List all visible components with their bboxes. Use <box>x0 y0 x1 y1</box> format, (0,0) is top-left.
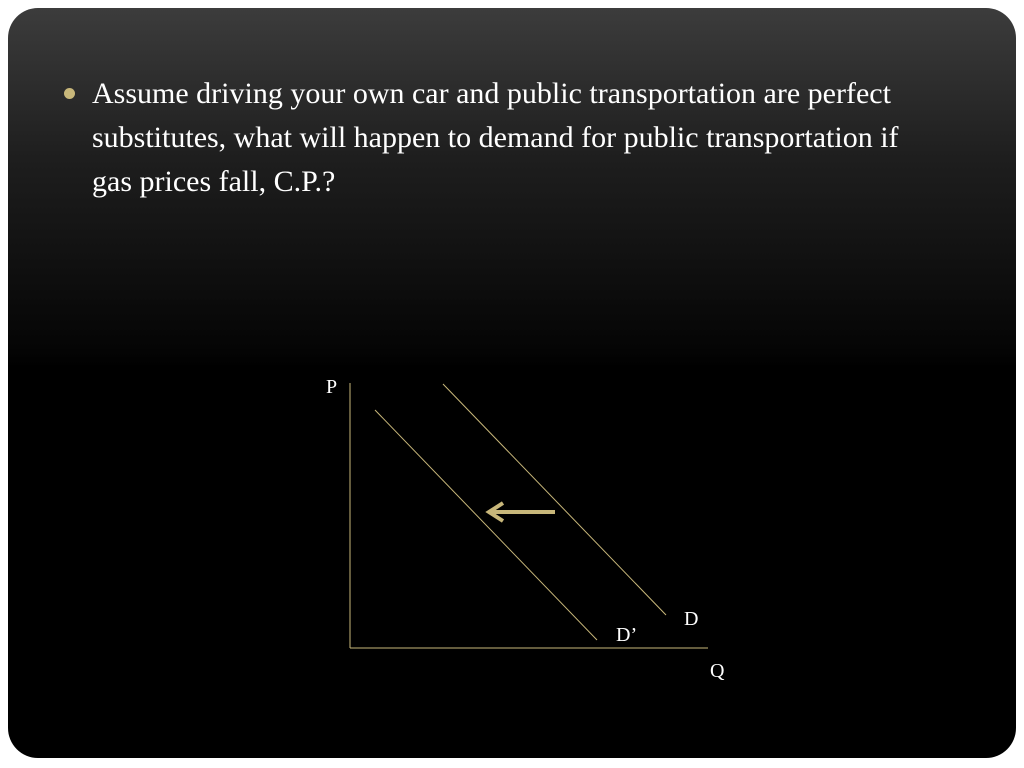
demand-curve-d-prime <box>375 410 597 640</box>
curve-label-d: D <box>684 608 699 630</box>
y-axis-label: P <box>326 376 338 398</box>
curve-label-d-prime: D’ <box>616 624 638 646</box>
x-axis-label: Q <box>710 660 725 682</box>
demand-curve-d <box>443 384 666 615</box>
bullet-text: Assume driving your own car and public transportation are perfect substitutes, what will happen to demand for public transportation if gas prices fall, C.P.? <box>92 77 899 198</box>
